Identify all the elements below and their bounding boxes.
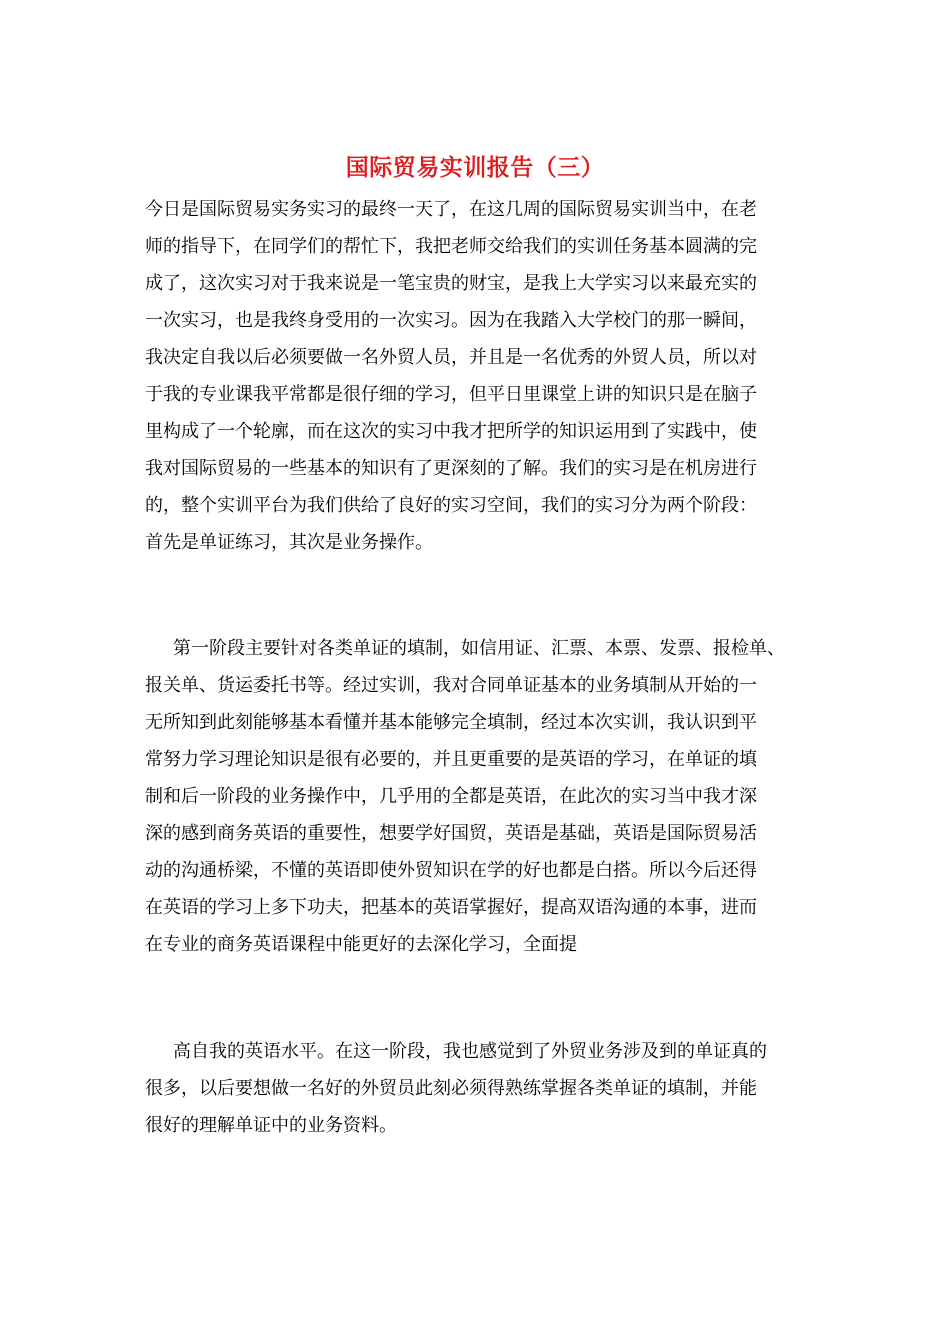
text-line: 一次实习，也是我终身受用的一次实习。因为在我踏入大学校门的那一瞬间， xyxy=(145,310,757,331)
text-line: 高自我的英语水平。在这一阶段，我也感觉到了外贸业务涉及到的单证真的 xyxy=(173,1041,767,1062)
text-line: 很多，以后要想做一名好的外贸员此刻必须得熟练掌握各类单证的填制，并能 xyxy=(145,1078,757,1099)
text-line: 于我的专业课我平常都是很仔细的学习，但平日里课堂上讲的知识只是在脑子 xyxy=(145,384,757,405)
text-line: 的，整个实训平台为我们供给了良好的实习空间，我们的实习分为两个阶段： xyxy=(145,495,757,516)
text-line: 今日是国际贸易实务实习的最终一天了，在这几周的国际贸易实训当中，在老 xyxy=(145,199,757,220)
text-line: 首先是单证练习，其次是业务操作。 xyxy=(145,532,433,553)
text-line: 无所知到此刻能够基本看懂并基本能够完全填制，经过本次实训，我认识到平 xyxy=(145,712,757,733)
text-line: 里构成了一个轮廓，而在这次的实习中我才把所学的知识运用到了实践中，使 xyxy=(145,421,757,442)
text-line: 我决定自我以后必须要做一名外贸人员，并且是一名优秀的外贸人员，所以对 xyxy=(145,347,757,368)
page-title: 国际贸易实训报告（三） xyxy=(345,154,605,181)
text-line: 师的指导下，在同学们的帮忙下，我把老师交给我们的实训任务基本圆满的完 xyxy=(145,236,757,257)
text-line: 成了，这次实习对于我来说是一笔宝贵的财宝，是我上大学实习以来最充实的 xyxy=(145,273,757,294)
text-line: 在专业的商务英语课程中能更好的去深化学习，全面提 xyxy=(145,934,577,955)
text-line: 第一阶段主要针对各类单证的填制，如信用证、汇票、本票、发票、报检单、 xyxy=(173,638,785,659)
text-line: 很好的理解单证中的业务资料。 xyxy=(145,1115,397,1136)
text-line: 常努力学习理论知识是很有必要的，并且更重要的是英语的学习，在单证的填 xyxy=(145,749,757,770)
text-line: 我对国际贸易的一些基本的知识有了更深刻的了解。我们的实习是在机房进行 xyxy=(145,458,757,479)
text-line: 制和后一阶段的业务操作中，几乎用的全都是英语，在此次的实习当中我才深 xyxy=(145,786,757,807)
text-line: 在英语的学习上多下功夫，把基本的英语掌握好，提高双语沟通的本事，进而 xyxy=(145,897,757,918)
text-line: 报关单、货运委托书等。经过实训，我对合同单证基本的业务填制从开始的一 xyxy=(145,675,757,696)
text-line: 深的感到商务英语的重要性，想要学好国贸，英语是基础，英语是国际贸易活 xyxy=(145,823,757,844)
text-line: 动的沟通桥梁，不懂的英语即使外贸知识在学的好也都是白搭。所以今后还得 xyxy=(145,860,757,881)
